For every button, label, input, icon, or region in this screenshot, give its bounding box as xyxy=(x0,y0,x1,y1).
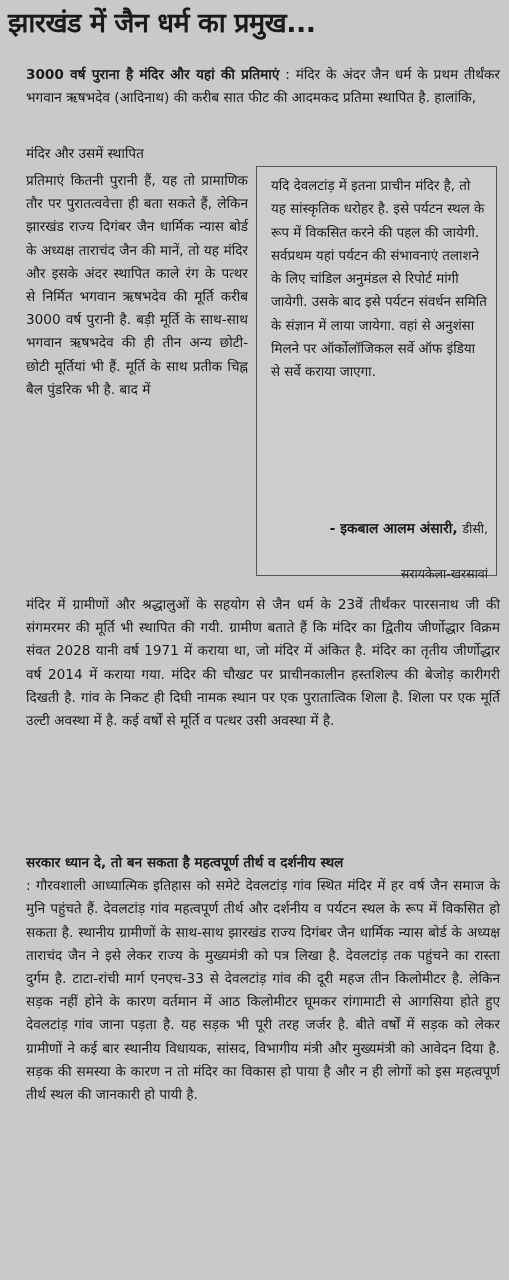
quote-author-role: डीसी, xyxy=(462,521,488,536)
section1-subhead: 3000 वर्ष पुराना है मंदिर और यहां की प्रतिमाएं xyxy=(26,67,280,83)
section1-continuation: मंदिर में ग्रामीणों और श्रद्धालुओं के सहयोग से जैन धर्म के 23वें तीर्थंकर पारसनाथ जी की संगमरमर की मूर्ति भी स्थापित की गयी. ग्रामीण बताते हैं कि मंदिर का द्वितीय जीर्णोद्धार विक्रम संवत 2028 यानी वर्ष 1971 में कराया था, जो मंदिर में अंकित है. मंदिर का तृतीय जीर्णोद्धार वर्ष 2014 में कराया गया. मंदिर की चौखट पर प्राचीनकालीन हस्तशिल्प की बेजोड़ कारीगरी दिखती है. गांव के निकट ही दिघी नामक स्थान पर एक पुरातात्विक शिला है. शिला पर एक मूर्ति उल्टी अवस्था में है. कई वर्षों से मूर्ति व पत्थर उसी अवस्था में है. xyxy=(26,597,500,730)
section1-column-lead: मंदिर और उसमें स्थापित xyxy=(26,146,144,162)
section2-subhead: सरकार ध्यान दे, तो बन सकता है महत्वपूर्ण तीर्थ व दर्शनीय स्थल xyxy=(26,855,344,871)
page-headline: झारखंड में जैन धर्म का प्रमुख... xyxy=(8,8,316,39)
quote-author-name: - इकबाल आलम अंसारी, xyxy=(329,521,458,537)
section1-intro-text: : मंदिर के अंदर जैन धर्म के प्रथम तीर्थंकर भगवान ऋषभदेव (आदिनाथ) की करीब सात फीट की आदमकद प्रतिमा स्थापित है. हालांकि, xyxy=(26,67,500,107)
quote-author-place: सरायकेला-खरसावां xyxy=(400,566,488,581)
quote-box xyxy=(256,166,497,581)
section1-intro-paragraph xyxy=(26,64,500,110)
section2-paragraph xyxy=(26,852,500,1107)
quote-author xyxy=(330,519,488,538)
quote-text: यदि देवलटांड़ में इतना प्राचीन मंदिर है, तो यह सांस्कृतिक धरोहर है. इसे पर्यटन स्थल के रूप में विकसित करने की पहल की जायेगी. सर्वप्रथम यहां पर्यटन की संभावनाएं तलाशने के लिए चांडिल अनुमंडल से रिपोर्ट मांगी जायेगी. उसके बाद इसे पर्यटन संवर्धन समिति के संज्ञान में लाया जायेगा. वहां से अनुशंसा मिलने पर ऑर्कोलॉजिकल सर्वे ऑफ इंडिया से सर्वे कराया जाएगा. xyxy=(271,179,487,381)
section2-body: : गौरवशाली आध्यात्मिक इतिहास को समेटे देवलटांड़ गांव स्थित मंदिर में हर वर्ष जैन समाज के मुनि पहुंचते हैं. देवलटांड़ गांव महत्वपूर्ण तीर्थ और दर्शनीय व पर्यटन स्थल के रूप में विकसित हो सकता है. स्थानीय ग्रामीणों के साथ-साथ झारखंड राज्य दिगंबर जैन धार्मिक न्यास बोर्ड के अध्यक्ष ताराचंद जैन ने इसे लेकर राज्य के मुख्यमंत्री को पत्र लिखा है. देवलटांड़ तक पहुंचने का रास्ता दुर्गम है. टाटा-रांची मार्ग एनएच-33 से देवलटांड़ गांव की दूरी महज तीन किलोमीटर है. लेकिन सड़क नहीं होने के कारण वर्तमान में आठ किलोमीटर घूमकर रांगामाटी से आगसिया होते हुए देवलटांड़ गांव जाना पड़ता है. यह सड़क भी पूरी तरह जर्जर है. बीते वर्षों में सड़क को लेकर ग्रामीणों ने कई बार स्थानीय विधायक, सांसद, विभागीय मंत्री और मुख्यमंत्री को आवेदन दिया है. सड़क की समस्या के कारण न तो मंदिर का विकास हो पाया है और न ही लोगों को इस महत्वपूर्ण तीर्थ स्थल की जानकारी हो पायी है. xyxy=(26,878,500,1104)
section1-column-body: प्रतिमाएं कितनी पुरानी हैं, यह तो प्रामाणिक तौर पर पुरातत्ववेत्ता ही बता सकते हैं, लेकिन झारखंड राज्य दिगंबर जैन धार्मिक न्यास बोर्ड के अध्यक्ष ताराचंद जैन की मानें, तो यह मंदिर और इसके अंदर स्थापित काले रंग के पत्थर से निर्मित भगवान ऋषभदेव की मूर्ति करीब 3000 वर्ष पुरानी है. बड़ी मूर्ति के साथ-साथ भगवान ऋषभदेव की ही तीन अन्य छोटी-छोटी मूर्तियां भी हैं. मूर्ति के साथ प्रतीक चिह्न बैल पुंडरिक भी है. बाद में xyxy=(26,173,248,398)
